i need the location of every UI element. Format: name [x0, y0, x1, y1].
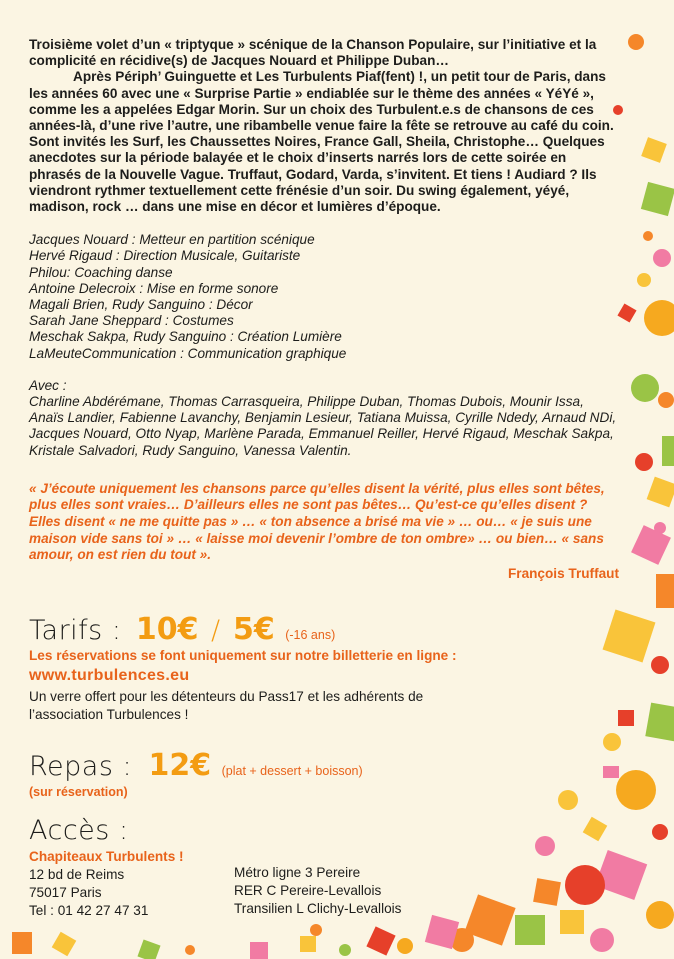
repas-note: (plat + dessert + boisson) — [221, 764, 363, 778]
repas-heading-row — [29, 748, 363, 783]
tarifs-label: Tarifs : — [29, 615, 122, 646]
credit-line: Meschak Sakpa, Rudy Sanguino : Création Lumière — [29, 329, 342, 345]
credit-line: LaMeuteCommunication : Communication graphique — [29, 345, 347, 361]
address-line: 75017 Paris — [29, 885, 102, 900]
phone-line: Tel : 01 42 27 47 31 — [29, 903, 149, 918]
quote-author: François Truffaut — [507, 565, 619, 581]
flyer-content — [29, 37, 619, 581]
acces-label: Accès : — [29, 815, 129, 846]
repas-reservation: (sur réservation) — [29, 785, 128, 799]
repas-label: Repas : — [29, 751, 133, 782]
cast-names: Charline Abdérémane, Thomas Carrasqueira, Philippe Duban, Thomas Dubois, Mounir Issa, Anaïs Landier, Fabienne Lavanchy, Benjamin Lesieur, Tatiana Muissa, Cyrille Ndedy, Arnaud NDi, Jacques Nouard, Otto Nyap, Marlène Parada, Emmanuel Reiller, Hervé Rigaud, Meschak Sakpa, Kristale Salvadori, Rudy Sanguino, Vanessa Valentin. — [29, 394, 617, 458]
transport-line: RER C Pereire-Levallois — [234, 883, 382, 898]
venue-name: Chapiteaux Turbulents ! — [29, 849, 184, 864]
credit-line: Jacques Nouard : Metteur en partition scénique — [29, 232, 315, 248]
transport-line: Métro ligne 3 Pereire — [234, 865, 361, 880]
repas-price: 12€ — [148, 748, 212, 783]
reservation-note: Les réservations se font uniquement sur notre billetterie en ligne : — [29, 648, 457, 663]
transport-block — [234, 864, 401, 918]
price-full: 10€ — [135, 612, 199, 647]
price-separator: / — [210, 615, 221, 646]
transport-line: Transilien L Clichy-Levallois — [234, 901, 402, 916]
address-line: 12 bd de Reims — [29, 867, 125, 882]
price-reduced-note: (-16 ans) — [285, 628, 336, 642]
intro-paragraph-2: Après Périph’ Guinguette et Les Turbulents Piaf(fent) !, un petit tour de Paris, dans les années 60 avec une « Surprise Partie » endiablée sur le thème des années « YéYé », comme les a appelées Edgar Morin. Sur un choix des Turbulent.e.s de chansons de ces années-là, d’une rive l’autre, une ribambelle venue faire la fête se retrouve au café du coin. Sont invités les Surf, les Chaussettes Noires, France Gall, Sheila, Christophe… Quelques anecdotes sur la période balayée et le choix d’inserts narrés lors de cette soirée en phrasés de la Nouvelle Vague. Truffaut, Godard, Varda, s’invitent. Et tiens ! Audiard ? Ils viendront rythmer textuellement cette frénésie d’un soir. Du swing également, yéyé, madison, rock … dans une mise en décor et lumières d’époque. — [29, 69, 614, 215]
intro-text — [29, 37, 619, 215]
intro-paragraph-1: Troisième volet d’un « triptyque » scénique de la Chanson Populaire, sur l’initiative et la complicité en récidive(s) de Jacques Nouard et Philippe Duban… — [29, 37, 597, 69]
quote-text: « J’écoute uniquement les chansons parce qu’elles disent la vérité, plus elles sont bêtes, plus elles sont vraies… D’ailleurs elles ne sont pas bêtes… Qu’est-ce qu’elles disent ? Elles disent « ne me quitte pas » … « ton absence a brisé ma vie » … ou… « je suis une maison vide sans toi » … « laisse moi devenir l’ombre de ton ombre» … ou bien… « sans amour, on est rien du tout ». — [29, 480, 605, 563]
credits-list — [29, 232, 619, 362]
tarifs-heading-row — [29, 612, 335, 647]
website-link[interactable]: www.turbulences.eu — [29, 667, 190, 684]
credit-line: Philou: Coaching danse — [29, 264, 173, 280]
offer-text: Un verre offert pour les détenteurs du Pass17 et les adhérents de l’association Turbulences ! — [29, 689, 424, 722]
credit-line: Antoine Delecroix : Mise en forme sonore — [29, 280, 279, 296]
cast-label: Avec : — [29, 377, 67, 393]
credit-line: Sarah Jane Sheppard : Costumes — [29, 313, 234, 329]
credit-line: Magali Brien, Rudy Sanguino : Décor — [29, 297, 253, 313]
cast-section — [29, 378, 619, 459]
price-reduced: 5€ — [233, 612, 275, 647]
credit-line: Hervé Rigaud : Direction Musicale, Guitariste — [29, 248, 301, 264]
address-block — [29, 866, 148, 920]
